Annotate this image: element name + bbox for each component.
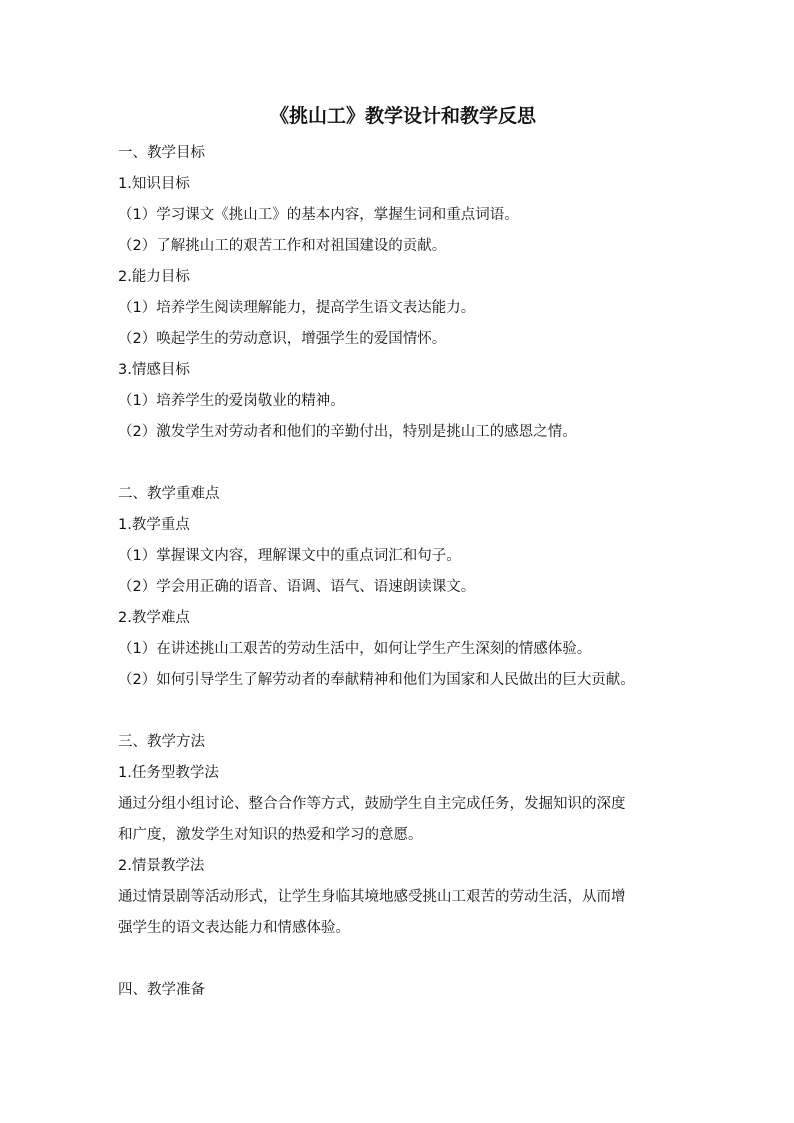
paragraph-line: 和广度，激发学生对知识的热爱和学习的意愿。 [118,827,423,843]
section-heading: 二、教学重难点 [118,486,220,502]
section-heading: 三、教学方法 [118,734,205,750]
list-item: （1）掌握课文内容，理解课文中的重点词汇和句子。 [118,548,461,564]
subheading: 1.任务型教学法 [118,765,219,781]
page-title: 《挑山工》教学设计和教学反思 [269,105,536,127]
list-item: （2）激发学生对劳动者和他们的辛勤付出，特别是挑山工的感恩之情。 [118,424,577,440]
list-item: （1）在讲述挑山工艰苦的劳动生活中，如何让学生产生深刻的情感体验。 [118,641,592,657]
list-item: （2）如何引导学生了解劳动者的奉献精神和他们为国家和人民做出的巨大贡献。 [118,672,635,688]
blank-line [118,696,688,727]
section-heading: 一、教学目标 [118,145,205,161]
blank-line [118,448,688,479]
subheading: 2.教学难点 [118,610,190,626]
subheading: 1.知识目标 [118,176,190,192]
list-item: （1）学习课文《挑山工》的基本内容，掌握生词和重点词语。 [118,207,519,223]
section-teaching-methods [118,727,688,944]
list-item: （1）培养学生阅读理解能力，提高学生语文表达能力。 [118,300,476,316]
list-item: （2）了解挑山工的艰苦工作和对祖国建设的贡献。 [118,238,447,254]
section-teaching-goals [118,138,688,448]
document-page [118,100,688,1006]
section-key-difficulties [118,479,688,696]
section-teaching-preparation [118,975,688,1006]
paragraph-line: 通过分组小组讨论、整合合作等方式，鼓励学生自主完成任务，发掘知识的深度 [118,796,626,812]
list-item: （2）学会用正确的语音、语调、语气、语速朗读课文。 [118,579,476,595]
paragraph-line: 强学生的语文表达能力和情感体验。 [118,920,350,936]
subheading: 2.情景教学法 [118,858,205,874]
list-item: （1）培养学生的爱岗敬业的精神。 [118,393,345,409]
paragraph-line: 通过情景剧等活动形式，让学生身临其境地感受挑山工艰苦的劳动生活，从而增 [118,889,626,905]
subheading: 1.教学重点 [118,517,190,533]
blank-line [118,944,688,975]
list-item: （2）唤起学生的劳动意识，增强学生的爱国情怀。 [118,331,447,347]
subheading: 2.能力目标 [118,269,190,285]
section-heading: 四、教学准备 [118,982,205,998]
subheading: 3.情感目标 [118,362,190,378]
